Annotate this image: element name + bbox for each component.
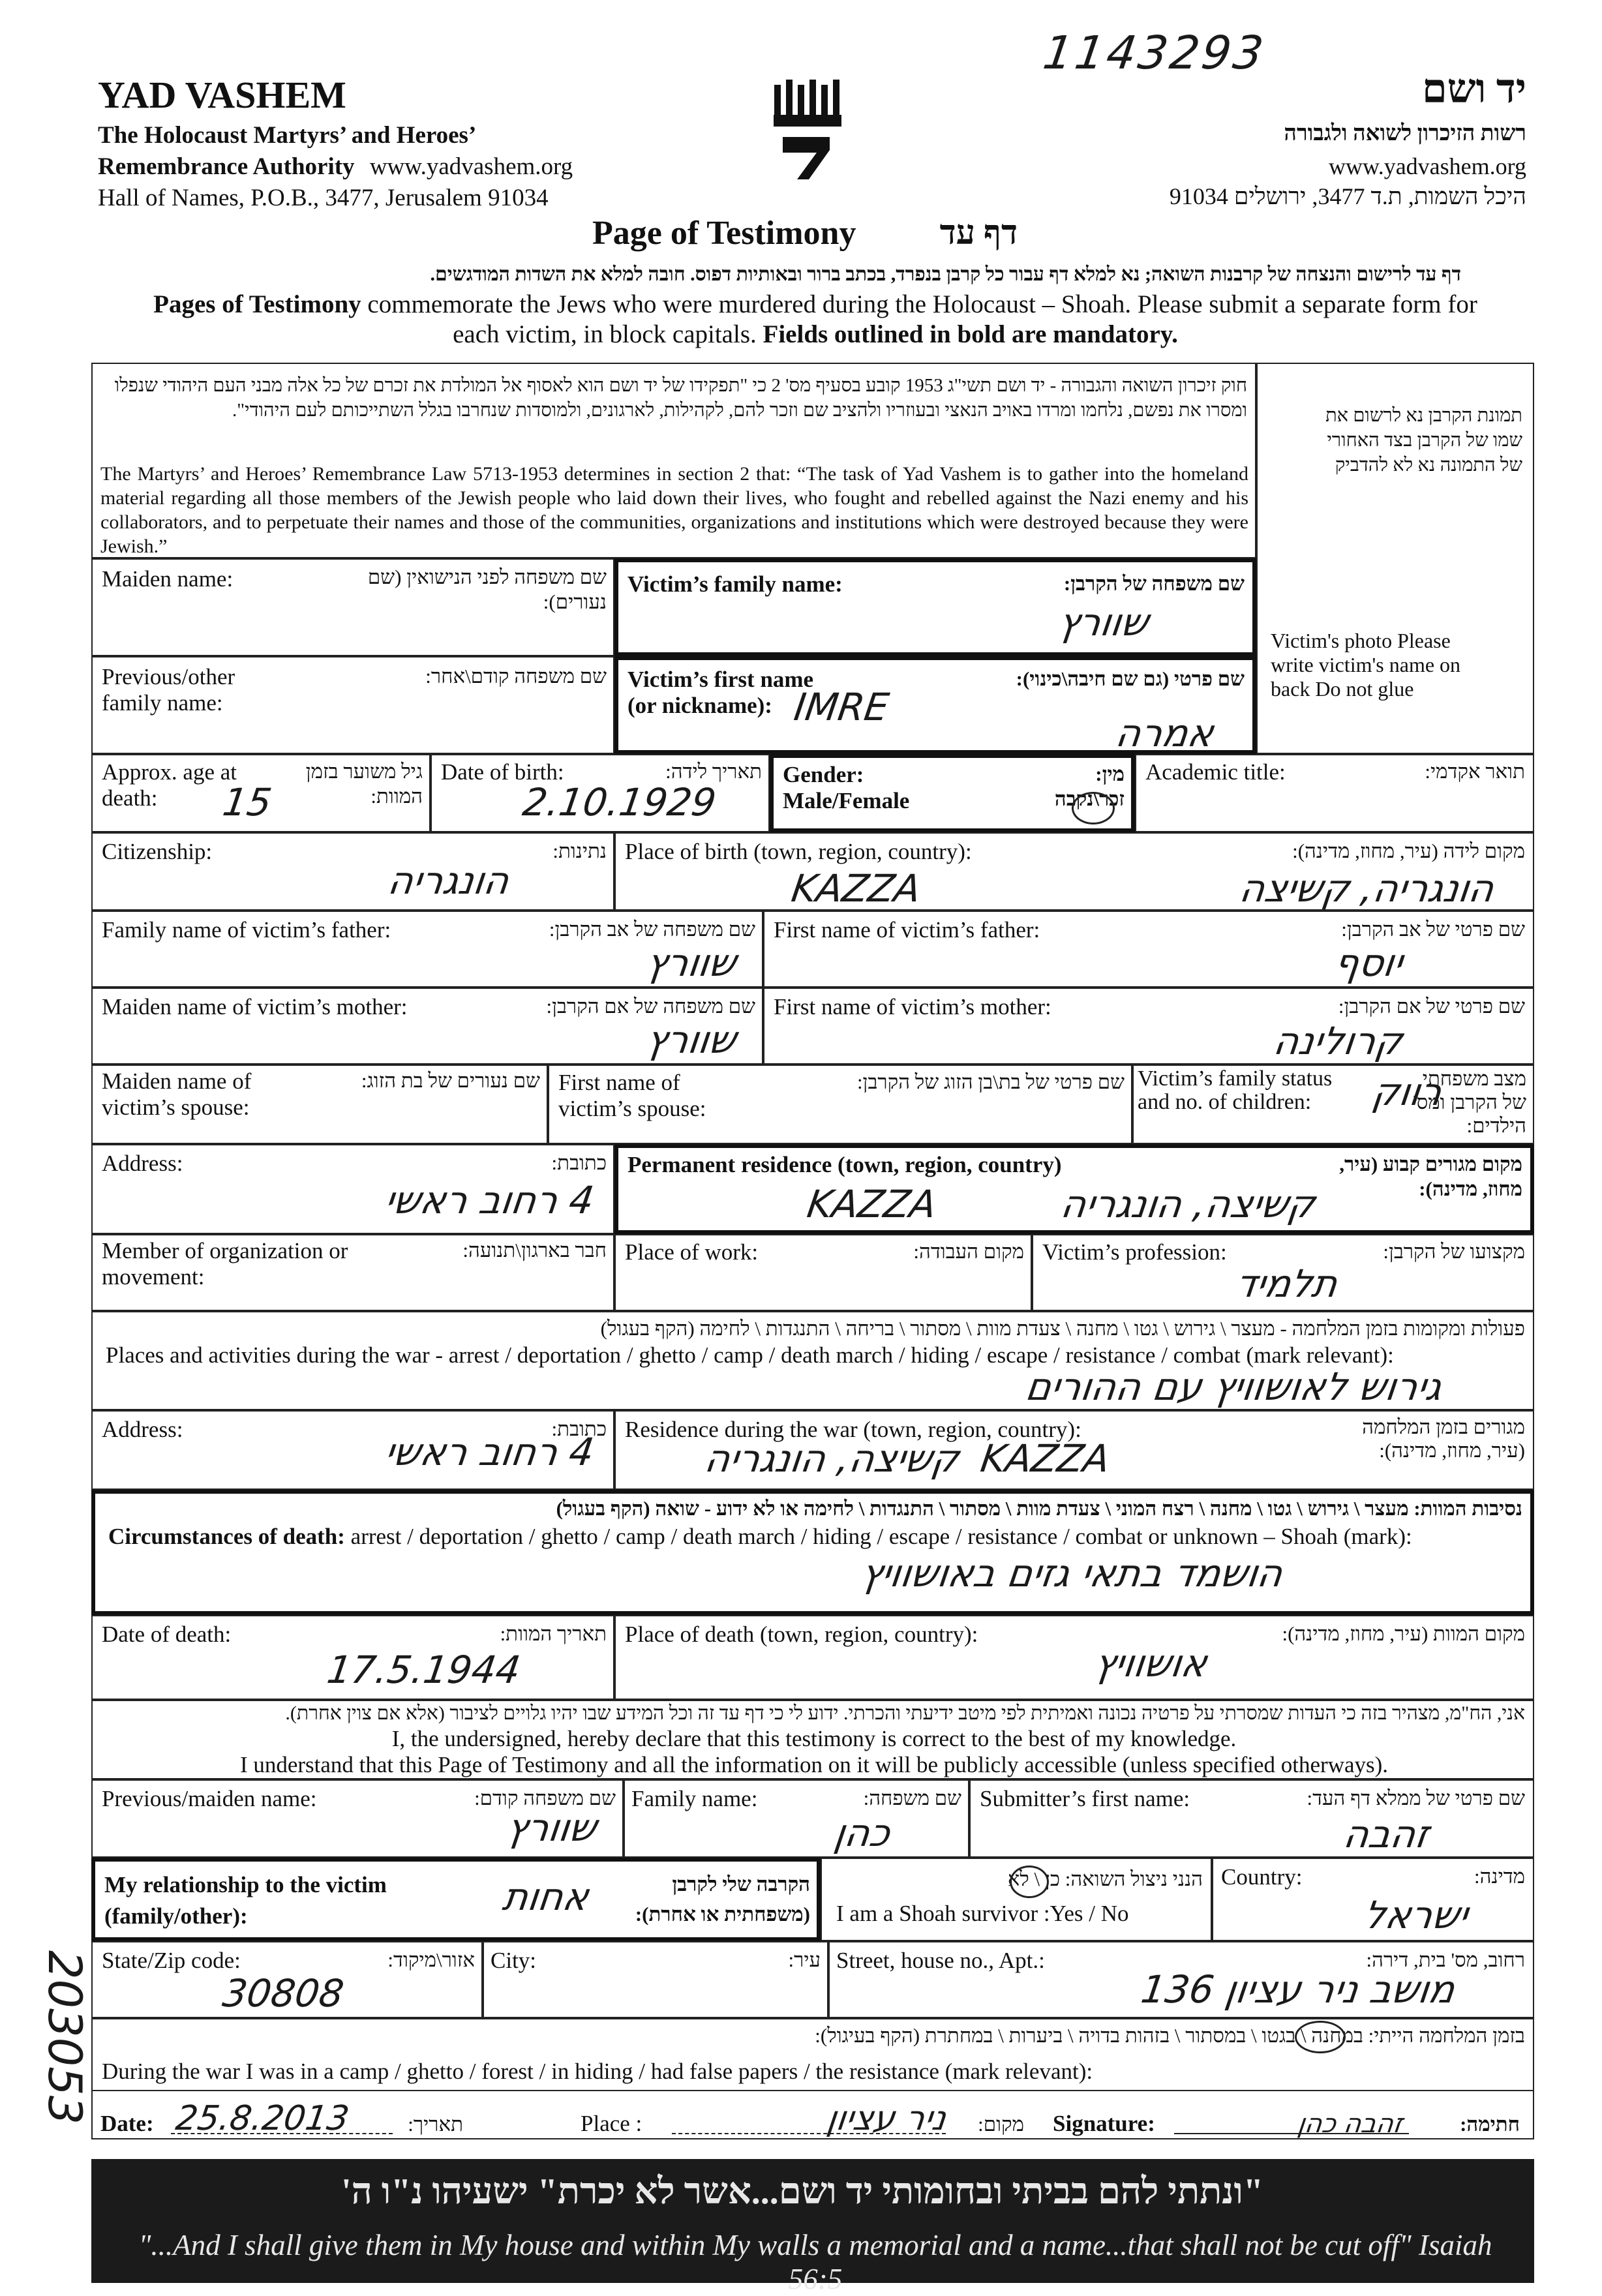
place-value: ניר עציון (824, 2099, 949, 2138)
side-number: 203053 (38, 1950, 91, 2125)
street-label-he: רחוב, מס' בית, דירה: (1366, 1948, 1525, 1971)
submitter-war-camp-circle (1295, 2021, 1346, 2053)
zip-cell[interactable] (91, 1941, 483, 2018)
family-status-label: Victim’s family status and no. of children: (1138, 1066, 1333, 1114)
mother-first-value: קרולינה (1271, 1019, 1406, 1063)
page-title-en: Page of Testimony (592, 215, 856, 252)
father-first-label: First name of victim’s father: (774, 917, 1040, 943)
dod-value: 17.5.1944 (324, 1648, 523, 1692)
academic-label: Academic title: (1145, 759, 1286, 785)
profession-label-he: מקצועו של הקרבן: (1383, 1240, 1525, 1263)
street-cell[interactable] (828, 1941, 1534, 2018)
profession-value: תלמיד (1233, 1261, 1340, 1306)
submitter-war-label-he: בזמן המלחמה הייתי: במחנה \ בגטו \ במסתור \ בזהות בדויה \ ביערות \ במחתרת (הקף בעיגול): (815, 2024, 1525, 2047)
intro-en-2-bold: Fields outlined in bold are mandatory. (763, 320, 1178, 348)
dob-value: 2.10.1929 (520, 780, 719, 824)
perm-res-label: Permanent residence (town, region, country) (627, 1152, 1062, 1177)
law-text-en: The Martyrs’ and Heroes’ Remembrance Law 5713-1953 determines in section 2 that: “The task of Yad Vashem is to gather into the homeland material regarding all those members of the Jewish people who laid down their lives, who fought and rebelled against the Nazi enemy and his collaborators, and to perpetuate their names and those of the communities, organizations and institutions which were destroyed because they were Jewish.” (100, 463, 1248, 557)
footer-quote-he: "ונתתי להם בביתי ובחומותי יד ושם...אשר לא יכרת" ישעיהו נ"ו ה' (341, 2171, 1263, 2212)
declaration-he: אני, הח"מ, מצהיר בזה כי העדות שמסרתי על פרטיה נכונה ואמיתית לפי מיטב ידיעתי והכרתי. ידוע לי כי דף עד זה וכל המידע שבו יהיו גלויים לציבור (אלא אם צוין אחרת). (285, 1702, 1525, 1724)
footer-bar (91, 2159, 1534, 2295)
war-res-value-he: קשיצה, הונגריה (702, 1436, 962, 1481)
death-circ-label (108, 1524, 1524, 1550)
law-text-he: חוק זיכרון השואה והגבורה - יד ושם תשי"ג 1953 קובע בסעיף מס' 2 כי "תפקידו של יד ושם הוא לאסוף אל המולדת את זכרם של כל אלה מבני העם היהודי שנפלו ומסרו את נפשם, נלחמו ומרדו באויב הנאצי ובעוזריו ולהציב שם וזכר להם, לקהילות, לארגונים, ולמוסדות שנחרבו בגלל השתייכותם לעם היהודי". (114, 375, 1247, 421)
family-name-value: שוורץ (1055, 600, 1151, 644)
perm-res-cell[interactable] (614, 1144, 1534, 1234)
law-box (91, 363, 1256, 558)
maiden-name-cell[interactable] (91, 558, 614, 656)
dod-cell[interactable] (91, 1615, 614, 1700)
intro-en-1-text: commemorate the Jews who were murdered during the Holocaust – Shoah. Please submit a separate form for (361, 290, 1477, 318)
perm-res-label-he: מקום מגורים קבוע (עיר, מחוז, מדינה): (1339, 1153, 1522, 1200)
submitter-first-value: זהבה (1340, 1812, 1432, 1856)
relationship-cell[interactable] (91, 1858, 821, 1941)
family-name-cell[interactable] (614, 558, 1256, 656)
pod-value: אושוויץ (1091, 1641, 1210, 1685)
survivor-label: I am a Shoah survivor :Yes / No (836, 1901, 1129, 1926)
submitter-first-label: Submitter’s first name: (980, 1786, 1190, 1811)
city-label-he: עיר: (788, 1948, 821, 1971)
family-name-label-he: שם משפחה של הקרבן: (1063, 572, 1245, 595)
photo-text-en: Victim's photo Please write victim's name on back Do not glue (1271, 629, 1461, 701)
street-value: מושב ניר עציון 136 (1138, 1967, 1458, 2012)
war-res-label-he: מגורים בזמן המלחמה (עיר, מחוז, מדינה): (1362, 1415, 1525, 1462)
war-address-cell[interactable] (91, 1410, 614, 1490)
age-value: 15 (220, 780, 275, 824)
prev-family-label: Previous/other family name: (102, 664, 235, 716)
spouse-first-cell[interactable] (548, 1065, 1132, 1144)
member-org-label: Member of organization or movement: (102, 1238, 348, 1290)
citizenship-label: Citizenship: (102, 839, 213, 864)
family-status-cell[interactable] (1132, 1065, 1534, 1144)
photo-text-he: תמונת הקרבן נא לרשום את שמו של הקרבן בצד האחורי של התמונה נא לא להדביק (1325, 405, 1522, 476)
dob-cell[interactable] (431, 754, 770, 832)
work-place-label: Place of work: (625, 1239, 759, 1265)
intro-en-1 (98, 290, 1533, 319)
death-circ-label-he: נסיבות המוות: מעצר \ גירוש \ גטו \ מחנה \ רצח המוני \ צעדת מוות \ מסתור \ התנגדות \ לחימה או לא ידוע - שואה (הקף בעגול) (556, 1497, 1522, 1520)
country-label: Country: (1221, 1864, 1303, 1890)
survivor-yes-circle (1010, 1865, 1049, 1898)
gender-label: Gender: Male/Female (783, 762, 910, 813)
submitter-war-label: During the war I was in a camp / ghetto / forest / in hiding / had false papers / the resistance (mark relevant): (102, 2059, 1093, 2084)
pob-cell[interactable] (614, 832, 1534, 911)
intro-he: דף עד לרישום והנצחה של קרבנות השואה; נא למלא דף עבור כל קרבן בנפרד, בכתב ברור ובאותיות דפוס. חובה למלא את השדות המודגשים. (430, 264, 1461, 285)
prev-family-cell[interactable] (91, 656, 614, 754)
work-place-label-he: מקום העבודה: (913, 1240, 1024, 1263)
org-sub-he: רשות הזיכרון לשואה ולגבורה (1284, 121, 1526, 145)
death-circ-value: הושמד בתאי גזים באושוויץ (858, 1551, 1286, 1595)
academic-label-he: תואר אקדמי: (1425, 760, 1525, 783)
date-label-he: תאריך: (408, 2113, 463, 2136)
submitter-family-cell[interactable] (624, 1779, 969, 1858)
submitter-prev-label-he: שם משפחה קודם: (474, 1787, 616, 1809)
submitter-family-label-he: שם משפחה: (863, 1787, 961, 1809)
submitter-first-cell[interactable] (969, 1779, 1534, 1858)
war-address-value: 4 רחוב ראשי (382, 1430, 597, 1474)
date-value: 25.8.2013 (173, 2099, 352, 2138)
dob-label-he: תאריך לידה: (665, 760, 762, 783)
first-name-value-he: אמרה (1113, 711, 1217, 755)
mother-first-label: First name of victim’s mother: (774, 994, 1051, 1020)
dod-label-he: תאריך המוות: (500, 1622, 607, 1645)
submitter-prev-cell[interactable] (91, 1779, 624, 1858)
address-value: 4 רחוב ראשי (382, 1178, 597, 1222)
death-circ-label-bold: Circumstances of death: (108, 1524, 345, 1549)
family-status-value: רווק (1369, 1070, 1445, 1114)
relationship-label-he: הקרבה שלי לקרבן (משפחתית או אחרת): (635, 1873, 810, 1926)
member-org-cell[interactable] (91, 1234, 614, 1311)
signature-label: Signature: (1053, 2111, 1155, 2136)
place-label: Place : (581, 2111, 642, 2136)
photo-box[interactable] (1256, 363, 1534, 754)
footer-quote-en: "...And I shall give them in My house and within My walls a memorial and a name...that shall not be cut off" Isaiah 56:5 (138, 2229, 1492, 2295)
relationship-value: אחות (500, 1875, 592, 1919)
address-cell[interactable] (91, 1144, 614, 1234)
perm-res-value: KAZZA (804, 1182, 939, 1226)
pob-label-he: מקום לידה (עיר, מחוז, מדינה): (1292, 839, 1525, 862)
org-name-en: YAD VASHEM (98, 74, 346, 116)
age-label: Approx. age at death: (102, 759, 237, 811)
spouse-first-label-he: שם פרטי של בת\בן הזוג של הקרבן: (856, 1070, 1125, 1093)
zip-label-he: אזור\מיקוד: (387, 1948, 475, 1971)
yad-vashem-logo (770, 72, 848, 183)
age-label-he: גיל משוער בזמן המוות: (305, 760, 423, 808)
intro-en-2 (98, 320, 1533, 349)
profession-label: Victim’s profession: (1042, 1239, 1227, 1265)
sign-row (98, 2099, 1533, 2143)
father-first-value: יוסף (1331, 941, 1406, 985)
date-label: Date: (100, 2111, 154, 2136)
mother-maiden-value: שוורץ (643, 1018, 739, 1062)
street-label: Street, house no., Apt.: (836, 1948, 1045, 1973)
org-sub2: Remembrance Authority (98, 153, 355, 180)
mother-first-cell[interactable] (763, 988, 1534, 1065)
pob-value: KAZZA (789, 866, 924, 911)
address-label-he: כתובת: (551, 1151, 607, 1174)
mother-first-label-he: שם פרטי של אם הקרבן: (1338, 995, 1525, 1018)
signature-value: זהבה כהן (1295, 2109, 1405, 2139)
spouse-maiden-label-he: שם נעורים של בת הזוג: (361, 1069, 540, 1092)
gender-cell[interactable] (770, 754, 1135, 832)
country-value: ישראל (1361, 1893, 1471, 1937)
address-en: Hall of Names, P.O.B., 3477, Jerusalem 91034 (98, 185, 549, 211)
website-he: www.yadvashem.org (1329, 153, 1526, 179)
mother-maiden-cell[interactable] (91, 988, 763, 1065)
spouse-first-label: First name of victim’s spouse: (558, 1070, 706, 1121)
war-res-label: Residence during the war (town, region, country): (625, 1417, 1081, 1442)
prev-family-label-he: שם משפחה קודם\אחר: (425, 665, 607, 687)
first-name-label-he: שם פרטי (גם שם חיבה\כינוי): (1016, 667, 1245, 690)
citizenship-value: הונגריה (385, 858, 512, 903)
zip-label: State/Zip code: (102, 1948, 241, 1973)
stamp-number: 1143293 (1040, 26, 1269, 80)
citizenship-label-he: נתינות: (552, 839, 607, 862)
pob-value-he: הונגריה, קשיצה (1237, 866, 1497, 911)
org-sub2-row (98, 153, 573, 181)
declaration-en-2: I understand that this Page of Testimony and all the information on it will be publicly accessible (unless specified otherways). (239, 1752, 1389, 1777)
father-first-cell[interactable] (763, 911, 1534, 988)
family-status-label-he: מצב משפחתי של הקרבן ומס' הילדים: (1413, 1067, 1526, 1137)
mother-maiden-label-he: שם משפחה של אם הקרבן: (546, 995, 755, 1018)
survivor-cell[interactable] (821, 1858, 1212, 1941)
war-address-label-he: כתובת: (551, 1417, 607, 1440)
war-res-value: KAZZA (978, 1436, 1113, 1481)
family-name-label: Victim’s family name: (627, 571, 843, 597)
perm-res-value-he: קשיצה, הונגריה (1058, 1182, 1318, 1226)
dod-label: Date of death: (102, 1622, 232, 1647)
address-label: Address: (102, 1151, 183, 1176)
pob-label: Place of birth (town, region, country): (625, 839, 972, 864)
submitter-prev-label: Previous/maiden name: (102, 1786, 317, 1811)
gender-label-he: מין: זכר\נקבה (1054, 763, 1125, 810)
submitter-family-value: כהן (831, 1811, 893, 1855)
country-label-he: מדינה: (1474, 1865, 1525, 1888)
maiden-name-label: Maiden name: (102, 566, 234, 592)
father-first-label-he: שם פרטי של אב הקרבן: (1341, 918, 1525, 941)
pod-label: Place of death (town, region, country): (625, 1622, 978, 1647)
age-cell[interactable] (91, 754, 431, 832)
war-places-value: גירוש לאושוויץ עם ההורים (1023, 1365, 1445, 1409)
first-name-cell[interactable] (614, 656, 1256, 754)
country-cell[interactable] (1212, 1858, 1534, 1941)
declaration-en-1: I, the undersigned, hereby declare that this testimony is correct to the best of my knowledge. (391, 1726, 1237, 1751)
member-org-label-he: חבר בארגון\תנועה: (462, 1239, 607, 1261)
submitter-family-label: Family name: (631, 1786, 758, 1811)
death-circ-label-text: arrest / deportation / ghetto / camp / death march / hiding / escape / resistance / combat or unknown – Shoah (mark): (344, 1524, 1412, 1549)
submitter-war-cell[interactable] (91, 2018, 1534, 2091)
academic-cell[interactable] (1135, 754, 1534, 832)
war-places-label-he: פעולות ומקומות בזמן המלחמה - מעצר \ גירוש \ גטו \ מחנה \ צעדת מוות \ מסתור \ בריחה \ התנגדות \ לחימה (הקף בעגול) (600, 1317, 1525, 1340)
org-name-he: יד ושם (1421, 67, 1526, 112)
survivor-label-he: הנני ניצול השואה: כן \ לא (1007, 1867, 1203, 1890)
first-name-label: Victim’s first name (or nickname): (627, 667, 814, 718)
city-label: City: (491, 1948, 537, 1973)
spouse-maiden-cell[interactable] (91, 1065, 548, 1144)
pod-label-he: מקום המוות (עיר, מחוז, מדינה): (1282, 1622, 1525, 1645)
place-label-he: מקום: (978, 2113, 1024, 2136)
intro-en-1-bold: Pages of Testimony (153, 290, 361, 318)
dob-label: Date of birth: (441, 759, 564, 785)
pod-cell[interactable] (614, 1615, 1534, 1700)
maiden-name-label-he: שם משפחה לפני הנישואין (שם נעורים): (367, 566, 607, 613)
org-sub1: The Holocaust Martyrs’ and Heroes’ (98, 122, 477, 149)
war-res-cell[interactable] (614, 1410, 1534, 1490)
war-places-label: Places and activities during the war - arrest / deportation / ghetto / camp / death march / hiding / escape / resistance / combat (mark relevant): (106, 1342, 1394, 1368)
death-circ-cell[interactable] (91, 1490, 1534, 1615)
signature-label-he: חתימה: (1460, 2113, 1520, 2136)
war-address-label: Address: (102, 1417, 183, 1442)
declaration-cell (91, 1700, 1534, 1779)
spouse-maiden-label: Maiden name of victim’s spouse: (102, 1068, 252, 1120)
war-places-cell[interactable] (91, 1311, 1534, 1410)
mother-maiden-label: Maiden name of victim’s mother: (102, 994, 408, 1020)
zip-value: 30808 (220, 1971, 347, 2016)
city-cell[interactable] (483, 1941, 828, 2018)
father-family-value: שוורץ (643, 941, 739, 985)
page-title-he: דף עד (939, 215, 1018, 252)
work-place-cell[interactable] (614, 1234, 1032, 1311)
website-en: www.yadvashem.org (369, 153, 573, 180)
relationship-label: My relationship to the victim (family/other): (104, 1872, 387, 1929)
father-family-cell[interactable] (91, 911, 763, 988)
father-family-label-he: שם משפחה של אב הקרבן: (549, 918, 755, 941)
citizenship-cell[interactable] (91, 832, 614, 911)
submitter-first-label-he: שם פרטי של ממלא דף העד: (1307, 1787, 1525, 1809)
father-family-label: Family name of victim’s father: (102, 917, 391, 943)
submitter-prev-value: שוורץ (504, 1805, 599, 1850)
gender-male-circle (1072, 792, 1115, 824)
profession-cell[interactable] (1032, 1234, 1534, 1311)
intro-en-2-text: each victim, in block capitals. (453, 320, 763, 348)
address-he: היכל השמות, ת.ד 3477, ירושלים 91034 (1169, 183, 1526, 209)
first-name-value: IMRE (791, 685, 892, 729)
